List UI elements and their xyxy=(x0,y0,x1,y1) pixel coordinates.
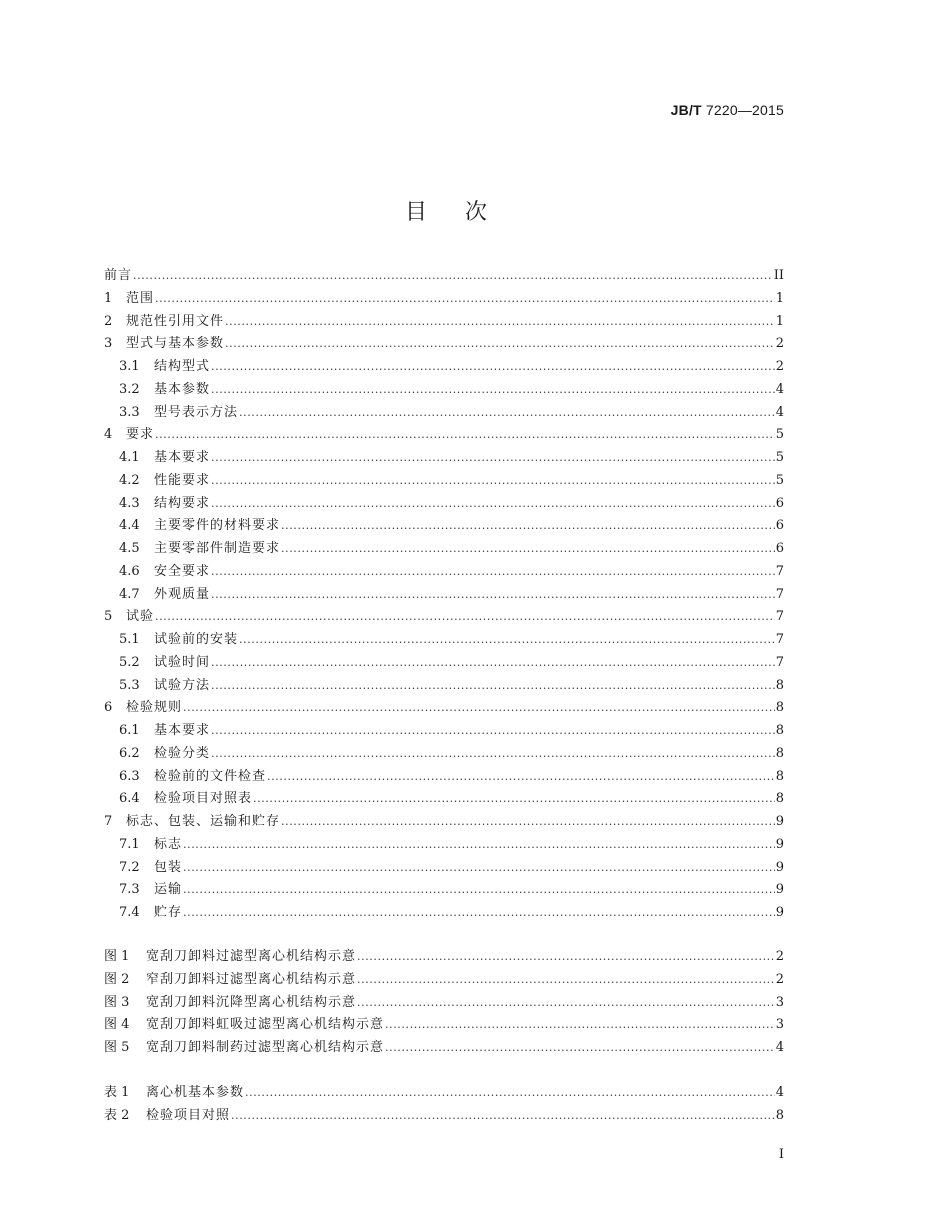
toc-text: 检验项目对照表 xyxy=(154,791,253,807)
toc-number: 图 1 xyxy=(104,949,130,964)
toc-page-number: 2 xyxy=(775,949,784,964)
toc-leader-dots xyxy=(183,879,775,902)
toc-text: 宽刮刀卸料过滤型离心机结构示意 xyxy=(146,949,357,964)
document-code-prefix: JB/T xyxy=(670,102,702,118)
toc-leader-dots xyxy=(183,902,775,925)
toc-number: 7 xyxy=(104,814,113,829)
toc-leader-dots xyxy=(239,402,775,425)
toc-text: 检验项目对照 xyxy=(146,1107,231,1123)
toc-leader-dots xyxy=(211,493,775,516)
toc-page-number: 4 xyxy=(775,404,784,420)
toc-leader-dots xyxy=(183,697,775,720)
toc-text: 外观质量 xyxy=(154,586,211,602)
toc-page-number: 8 xyxy=(775,723,784,738)
toc-number: 4.4 xyxy=(119,518,140,534)
toc-text: 主要零部件制造要求 xyxy=(154,541,281,556)
toc-leader-dots xyxy=(225,333,775,356)
toc-table-entry[interactable] xyxy=(104,1082,784,1105)
toc-page-number: 7 xyxy=(775,632,784,647)
toc-leader-dots xyxy=(211,470,775,493)
toc-leader-dots xyxy=(211,675,775,698)
toc-page-number: 4 xyxy=(775,1085,784,1100)
toc-page-number: 5 xyxy=(775,450,784,465)
toc-number: 4.3 xyxy=(119,495,140,511)
toc-text: 前言 xyxy=(104,268,133,283)
toc-figure-entry[interactable] xyxy=(104,946,784,969)
toc-number: 3 xyxy=(104,336,113,352)
toc-entry[interactable] xyxy=(104,879,784,902)
toc-text: 宽刮刀卸料沉降型离心机结构示意 xyxy=(146,994,357,1010)
toc-number: 7.4 xyxy=(119,905,140,920)
toc-entry[interactable] xyxy=(104,697,784,720)
toc-leader-dots xyxy=(211,447,775,470)
toc-leader-dots xyxy=(385,1037,775,1060)
toc-entry[interactable] xyxy=(104,606,784,629)
toc-figure-list xyxy=(104,946,784,1060)
toc-entry[interactable] xyxy=(104,379,784,402)
toc-number: 4.1 xyxy=(119,450,140,465)
toc-entry[interactable] xyxy=(104,857,784,880)
toc-page-number: 5 xyxy=(775,472,784,488)
toc-text: 检验前的文件检查 xyxy=(154,768,267,784)
toc-text: 范围 xyxy=(126,290,155,306)
toc-entry[interactable] xyxy=(104,402,784,425)
toc-page-number: 2 xyxy=(775,359,784,374)
toc-number: 6.3 xyxy=(119,768,140,784)
toc-text: 规范性引用文件 xyxy=(126,313,225,329)
toc-leader-dots xyxy=(211,561,775,584)
toc-text: 标志、包装、运输和贮存 xyxy=(126,814,281,829)
toc-text: 标志 xyxy=(154,836,183,852)
toc-number: 表 2 xyxy=(104,1107,130,1123)
toc-number: 5.3 xyxy=(119,677,140,693)
toc-text: 结构型式 xyxy=(154,359,211,374)
toc-page-number: 8 xyxy=(775,791,784,807)
toc-text: 试验时间 xyxy=(154,654,211,670)
toc-leader-dots xyxy=(211,356,775,379)
toc-number: 图 4 xyxy=(104,1017,130,1033)
toc-leader-dots xyxy=(245,1082,775,1105)
toc-page-number: 3 xyxy=(775,1017,784,1033)
toc-entry[interactable] xyxy=(104,265,784,288)
toc-number: 6.2 xyxy=(119,745,140,761)
toc-number: 7.1 xyxy=(119,836,140,852)
toc-number: 2 xyxy=(104,313,113,329)
toc-number: 6 xyxy=(104,700,113,716)
toc-leader-dots xyxy=(281,538,775,561)
toc-table-entry[interactable] xyxy=(104,1105,784,1128)
toc-text: 运输 xyxy=(154,882,183,898)
document-code-number: 7220—2015 xyxy=(705,102,784,118)
toc-leader-dots xyxy=(211,720,775,743)
toc-text: 包装 xyxy=(154,859,183,875)
toc-page-number: 3 xyxy=(775,994,784,1010)
toc-leader-dots xyxy=(225,311,775,334)
toc-leader-dots xyxy=(267,766,775,789)
toc-entry[interactable] xyxy=(104,515,784,538)
toc-entry[interactable] xyxy=(104,584,784,607)
toc-figure-entry[interactable] xyxy=(104,969,784,992)
toc-entry[interactable] xyxy=(104,493,784,516)
toc-title: 目次 xyxy=(404,200,525,225)
toc-entry[interactable] xyxy=(104,447,784,470)
toc-leader-dots xyxy=(155,606,775,629)
toc-text: 检验规则 xyxy=(126,700,183,716)
toc-text: 窄刮刀卸料过滤型离心机结构示意 xyxy=(146,971,357,987)
toc-figure-entry[interactable] xyxy=(104,992,784,1015)
toc-number: 4.2 xyxy=(119,472,140,488)
toc-number: 6.4 xyxy=(119,791,140,807)
toc-number: 4.6 xyxy=(119,563,140,579)
toc-leader-dots xyxy=(211,743,775,766)
toc-entry[interactable] xyxy=(104,811,784,834)
toc-text: 基本参数 xyxy=(154,381,211,397)
toc-entry[interactable] xyxy=(104,333,784,356)
toc-entry[interactable] xyxy=(104,470,784,493)
toc-page-number: 5 xyxy=(775,427,784,443)
toc-entry[interactable] xyxy=(104,561,784,584)
toc-number: 7.3 xyxy=(119,882,140,898)
toc-text: 要求 xyxy=(126,427,155,443)
toc-page-number: 9 xyxy=(775,882,784,898)
toc-page-number: 1 xyxy=(775,313,784,329)
toc-number: 6.1 xyxy=(119,723,140,738)
toc-page-number: 7 xyxy=(775,586,784,602)
toc-page-number: 8 xyxy=(775,768,784,784)
toc-number: 4.5 xyxy=(119,541,140,556)
toc-entry[interactable] xyxy=(104,424,784,447)
toc-number: 5.1 xyxy=(119,632,140,647)
toc-text: 安全要求 xyxy=(154,563,211,579)
toc-number: 图 5 xyxy=(104,1040,130,1055)
toc-text: 基本要求 xyxy=(154,450,211,465)
toc-page-number: 8 xyxy=(775,700,784,716)
toc-text: 主要零件的材料要求 xyxy=(154,518,281,534)
toc-page-number: 4 xyxy=(775,1040,784,1055)
toc-leader-dots xyxy=(211,652,775,675)
toc-leader-dots xyxy=(253,788,775,811)
toc-leader-dots xyxy=(281,811,775,834)
toc-page-number: 7 xyxy=(775,609,784,625)
toc-leader-dots xyxy=(155,288,775,311)
toc-entry[interactable] xyxy=(104,788,784,811)
page-number: I xyxy=(778,1147,784,1162)
toc-text: 检验分类 xyxy=(154,745,211,761)
toc-entry[interactable] xyxy=(104,356,784,379)
toc-number: 5.2 xyxy=(119,654,140,670)
toc-page-number: 7 xyxy=(775,654,784,670)
toc-leader-dots xyxy=(385,1014,775,1037)
toc-page-number: 2 xyxy=(775,336,784,352)
toc-text: 试验前的安装 xyxy=(154,632,239,647)
toc-leader-dots xyxy=(133,265,773,288)
toc-number: 表 1 xyxy=(104,1085,130,1100)
toc-number: 7.2 xyxy=(119,859,140,875)
toc-text: 试验方法 xyxy=(154,677,211,693)
toc-leader-dots xyxy=(281,515,775,538)
toc-number: 图 2 xyxy=(104,971,130,987)
toc-entry[interactable] xyxy=(104,902,784,925)
toc-leader-dots xyxy=(211,584,775,607)
toc-number: 1 xyxy=(104,290,113,306)
toc-page-number: 9 xyxy=(775,859,784,875)
toc-leader-dots xyxy=(155,424,775,447)
toc-entry[interactable] xyxy=(104,629,784,652)
toc-entry[interactable] xyxy=(104,538,784,561)
toc-entry[interactable] xyxy=(104,720,784,743)
toc-leader-dots xyxy=(239,629,775,652)
toc-number: 4 xyxy=(104,427,113,443)
toc-leader-dots xyxy=(231,1105,775,1128)
toc-page-number: 6 xyxy=(775,541,784,556)
toc-text: 宽刮刀卸料虹吸过滤型离心机结构示意 xyxy=(146,1017,385,1033)
toc-entry[interactable] xyxy=(104,834,784,857)
toc-text: 贮存 xyxy=(154,905,183,920)
toc-page-number: 7 xyxy=(775,563,784,579)
toc-number: 5 xyxy=(104,609,113,625)
toc-text: 型式与基本参数 xyxy=(126,336,225,352)
toc-text: 试验 xyxy=(126,609,155,625)
document-code xyxy=(671,102,784,118)
toc-text: 宽刮刀卸料制药过滤型离心机结构示意 xyxy=(146,1040,385,1055)
toc-page-number: II xyxy=(773,268,784,283)
toc-page-number: 9 xyxy=(775,836,784,852)
toc-number: 3.2 xyxy=(119,381,140,397)
toc-page-number: 6 xyxy=(775,518,784,534)
toc-leader-dots xyxy=(357,946,775,969)
toc-leader-dots xyxy=(183,834,775,857)
toc-page-number: 1 xyxy=(775,290,784,306)
toc-page-number: 8 xyxy=(775,1107,784,1123)
toc-entry[interactable] xyxy=(104,766,784,789)
toc-text: 型号表示方法 xyxy=(154,404,239,420)
toc-page-number: 9 xyxy=(775,905,784,920)
toc-figure-entry[interactable] xyxy=(104,1037,784,1060)
toc-page-number: 4 xyxy=(775,381,784,397)
toc-leader-dots xyxy=(357,969,775,992)
toc-leader-dots xyxy=(357,992,775,1015)
toc-text: 结构要求 xyxy=(154,495,211,511)
toc-number: 3.1 xyxy=(119,359,140,374)
toc-entry[interactable] xyxy=(104,743,784,766)
toc-page-number: 8 xyxy=(775,677,784,693)
toc-entry[interactable] xyxy=(104,311,784,334)
toc-number: 4.7 xyxy=(119,586,140,602)
toc-number: 图 3 xyxy=(104,994,130,1010)
toc-text: 基本要求 xyxy=(154,723,211,738)
toc-text: 性能要求 xyxy=(154,472,211,488)
toc-entry[interactable] xyxy=(104,675,784,698)
toc-text: 离心机基本参数 xyxy=(146,1085,245,1100)
toc-entry[interactable] xyxy=(104,288,784,311)
toc-main-list xyxy=(104,265,784,925)
toc-entry[interactable] xyxy=(104,652,784,675)
toc-page-number: 6 xyxy=(775,495,784,511)
toc-leader-dots xyxy=(211,379,775,402)
toc-table-list xyxy=(104,1082,784,1128)
toc-page-number: 9 xyxy=(775,814,784,829)
toc-page-number: 8 xyxy=(775,745,784,761)
toc-page-number: 2 xyxy=(775,971,784,987)
toc-number: 3.3 xyxy=(119,404,140,420)
toc-figure-entry[interactable] xyxy=(104,1014,784,1037)
toc-leader-dots xyxy=(183,857,775,880)
